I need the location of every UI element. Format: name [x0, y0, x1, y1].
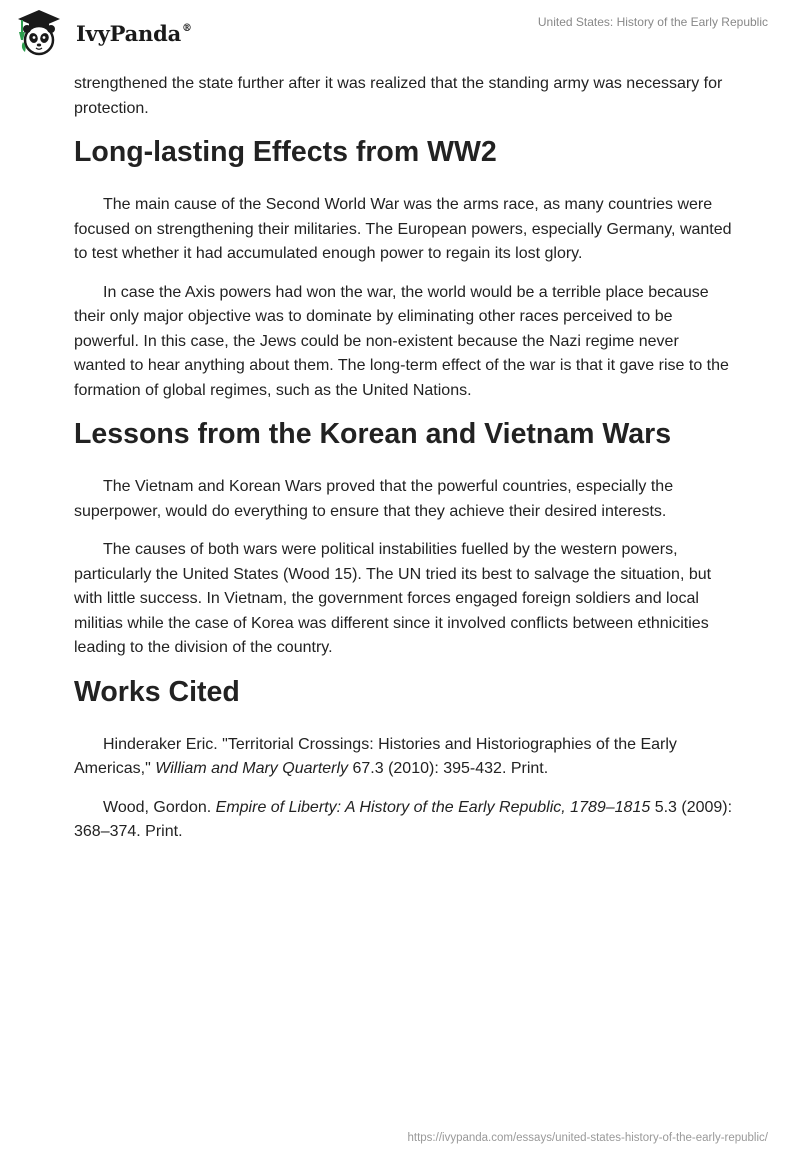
- citation-text: Wood, Gordon.: [103, 798, 216, 816]
- citation-wood: [74, 796, 734, 845]
- paragraph: The Vietnam and Korean Wars proved that the powerful countries, especially the superpower, would do everything to ensure that they achieve their desired interests.: [74, 478, 674, 520]
- citation-book: Empire of Liberty: A History of the Early Republic, 1789–1815: [215, 798, 651, 816]
- page-header: [0, 0, 800, 64]
- logo-wordmark: [76, 21, 192, 46]
- registered-mark: ®: [182, 23, 192, 34]
- paragraph: The causes of both wars were political instabilities fuelled by the western powers, particularly the United States (Wood 15). The UN tried its best to salvage the situation, but with little success. In Vietnam, the government forces engaged foreign soldiers and local militias while the case of Korea was different since it involved conflicts between ethnicities leading to the division of the country.: [74, 541, 712, 656]
- essay-content: [74, 72, 734, 859]
- citation-text: 5.3 (2009): 368–374. Print.: [74, 798, 733, 840]
- citation-text: 67.3 (2010): 395-432. Print.: [348, 760, 549, 777]
- ivypanda-logo[interactable]: [14, 8, 199, 58]
- paragraph: The main cause of the Second World War was the arms race, as many countries were focused on strengthening their militaries. The European powers, especially Germany, wanted to test whether it had accumulated enough power to regain its lost glory.: [74, 196, 732, 262]
- panda-logo-icon: [14, 8, 64, 58]
- citation-hinderaker: [74, 733, 734, 782]
- section-heading-korea-vietnam: Lessons from the Korean and Vietnam Wars: [74, 418, 672, 450]
- citation-text: Hinderaker Eric. "Territorial Crossings: Histories and Historiographies of the Early Americas,": [74, 735, 677, 777]
- logo-text: IvyPanda: [76, 21, 182, 46]
- section-heading-works-cited: Works Cited: [74, 675, 240, 708]
- paragraph: In case the Axis powers had won the war, the world would be a terrible place because their only major objective was to dominate by eliminating other races perceived to be powerful. In this case, the Jews could be non-existent because the Nazi regime never wanted to hear anything about them. The long-term effect of the war is that it gave rise to the formation of global regimes, such as the United Nations.: [74, 283, 729, 399]
- intro-paragraph: strengthened the state further after it was realized that the standing army was necessary for protection.: [74, 75, 723, 117]
- source-url[interactable]: https://ivypanda.com/essays/united-states-history-of-the-early-republic/: [407, 1132, 768, 1144]
- section-heading-ww2: Long-lasting Effects from WW2: [74, 136, 497, 168]
- citation-journal: William and Mary Quarterly: [155, 760, 349, 777]
- document-title: United States: History of the Early Republic: [537, 15, 768, 29]
